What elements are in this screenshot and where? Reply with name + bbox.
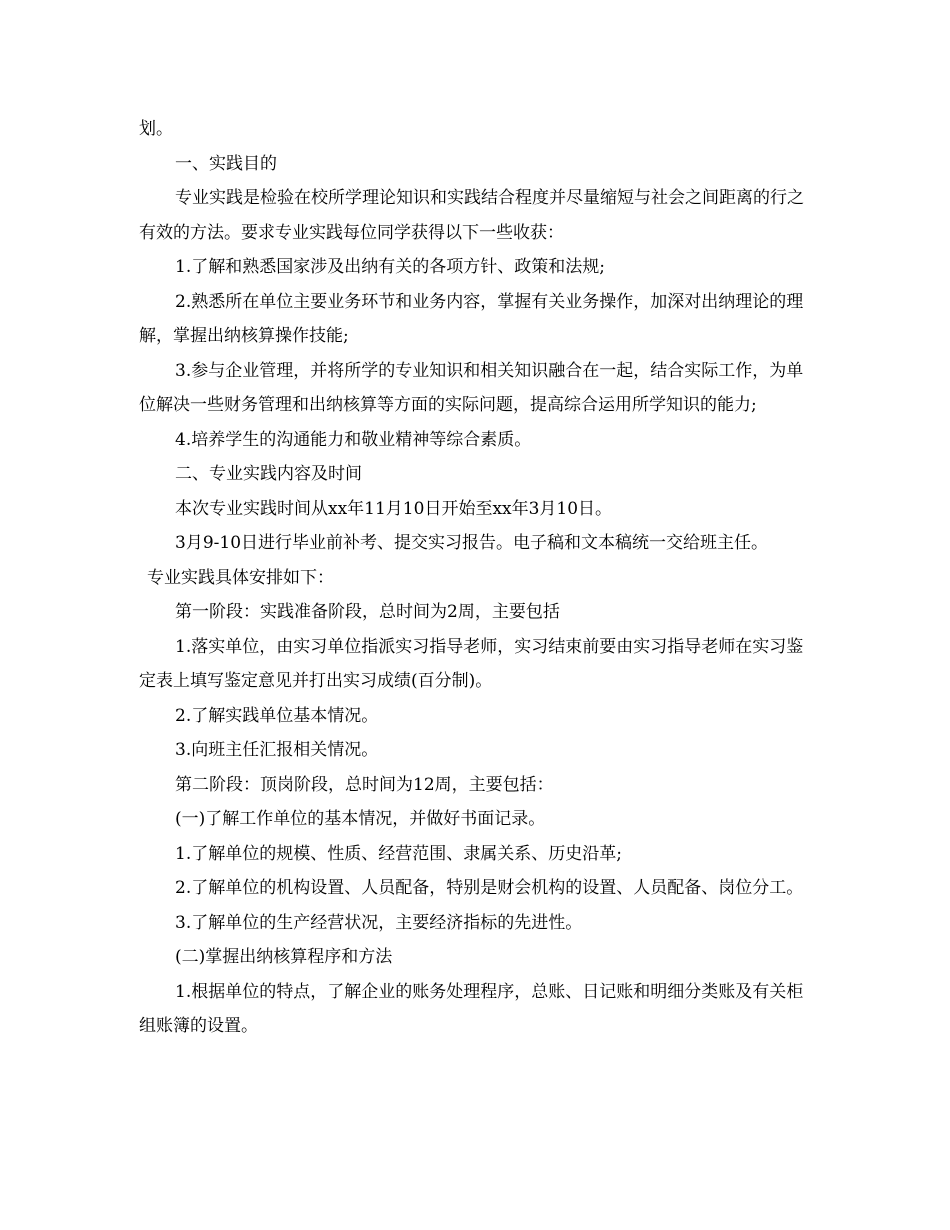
list-item: 3.参与企业管理，并将所学的专业知识和相关知识融合在一起，结合实际工作，为单位解决一些财务管理和出纳核算等方面的实际问题，提高综合运用所学知识的能力; <box>139 360 804 415</box>
paragraph: 3月9-10日进行毕业前补考、提交实习报告。电子稿和文本稿统一交给班主任。 <box>175 533 769 553</box>
list-item: 2.了解单位的机构设置、人员配备，特别是财会机构的设置、人员配备、岗位分工。 <box>175 878 804 898</box>
stage-heading-1: 第一阶段：实践准备阶段，总时间为2周，主要包括 <box>175 602 560 622</box>
list-item: 3.了解单位的生产经营状况，主要经济指标的先进性。 <box>175 912 583 933</box>
list-item: 1.了解和熟悉国家涉及出纳有关的各项方针、政策和法规; <box>175 257 605 277</box>
paragraph-continuation: 划。 <box>139 119 173 139</box>
list-item: 1.根据单位的特点，了解企业的账务处理程序，总账、日记账和明细分类账及有关柜组账簿的设置。 <box>139 981 804 1036</box>
list-item: 1.落实单位，由实习单位指派实习指导老师，实习结束前要由实习指导老师在实习鉴定表上填写鉴定意见并打出实习成绩(百分制)。 <box>139 636 804 691</box>
section-heading-1: 一、实践目的 <box>175 153 277 174</box>
document-body <box>139 112 819 1044</box>
subsection-heading: (二)掌握出纳核算程序和方法 <box>175 947 393 967</box>
paragraph: 专业实践是检验在校所学理论知识和实践结合程度并尽量缩短与社会之间距离的行之有效的方法。要求专业实践每位同学获得以下一些收获： <box>139 188 804 243</box>
list-item: 2.熟悉所在单位主要业务环节和业务内容，掌握有关业务操作，加深对出纳理论的理解，掌握出纳核算操作技能; <box>139 291 804 346</box>
list-item: 1.了解单位的规模、性质、经营范围、隶属关系、历史沿革; <box>175 843 622 864</box>
stage-heading-2: 第二阶段：顶岗阶段，总时间为12周，主要包括： <box>175 774 554 795</box>
list-item: 2.了解实践单位基本情况。 <box>175 705 379 726</box>
list-item: 3.向班主任汇报相关情况。 <box>175 740 379 760</box>
paragraph: 专业实践具体安排如下： <box>147 567 334 588</box>
section-heading-2: 二、专业实践内容及时间 <box>175 464 362 484</box>
paragraph: 本次专业实践时间从xx年11月10日开始至xx年3月10日。 <box>175 498 613 519</box>
list-item: 4.培养学生的沟通能力和敬业精神等综合素质。 <box>175 429 532 450</box>
subsection-heading: (一)了解工作单位的基本情况，并做好书面记录。 <box>175 809 546 829</box>
